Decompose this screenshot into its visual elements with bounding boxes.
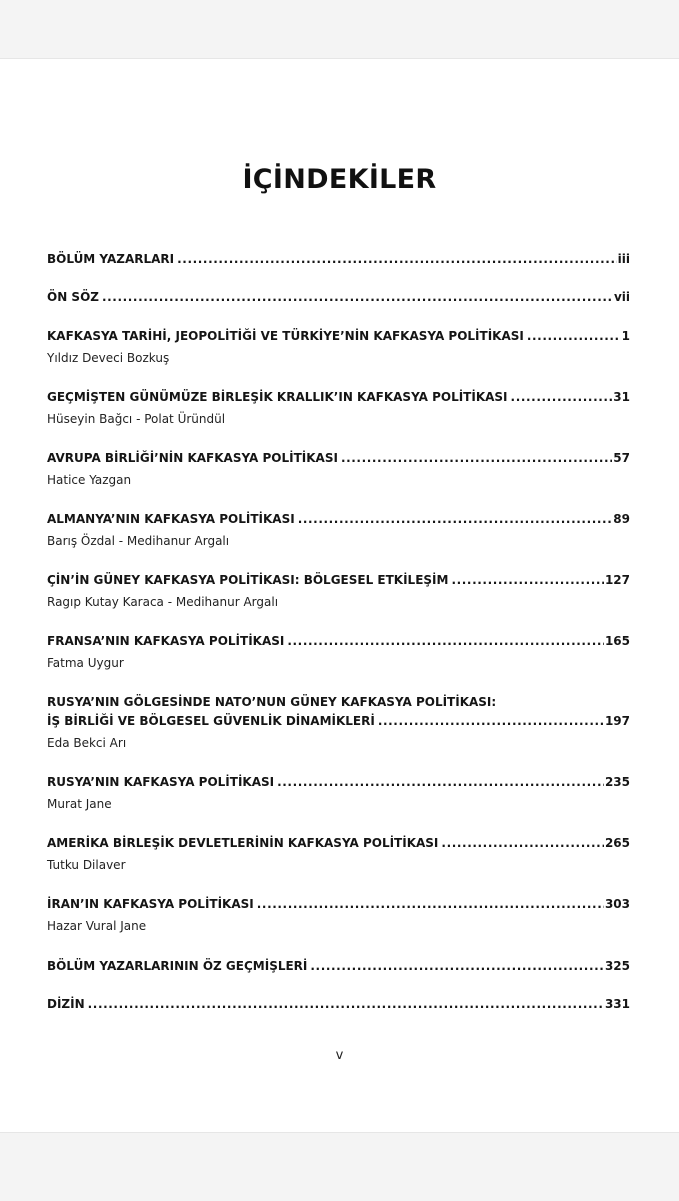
toc-author: Hazar Vural Jane [47, 919, 147, 933]
dot-leader [527, 327, 621, 346]
toc-entry [47, 834, 630, 875]
dot-leader [277, 773, 604, 792]
toc-line [47, 895, 630, 914]
page-number: v [335, 1048, 344, 1063]
toc-page: 57 [613, 451, 630, 465]
toc-title: DİZİN [47, 997, 85, 1011]
toc-entry [47, 327, 630, 368]
toc-line [47, 995, 630, 1014]
dot-leader [310, 957, 604, 976]
toc-page: 127 [604, 573, 630, 587]
toc-entry [47, 632, 630, 673]
toc-page: 1 [621, 329, 630, 343]
toc-title: İŞ BİRLİĞİ VE BÖLGESEL GÜVENLİK DİNAMİKLERİ [47, 714, 375, 728]
toc-entry [47, 693, 630, 753]
toc-line [47, 957, 630, 976]
toc-author: Hatice Yazgan [47, 473, 132, 487]
dot-leader [298, 510, 613, 529]
viewer-top-bar [0, 0, 679, 59]
toc-title: AMERİKA BİRLEŞİK DEVLETLERİNİN KAFKASYA POLİTİKASI [47, 836, 439, 850]
toc-entry [47, 773, 630, 814]
toc-title-first-line: RUSYA’NIN GÖLGESİNDE NATO’NUN GÜNEY KAFKASYA POLİTİKASI: [47, 695, 497, 709]
toc-title: ÇİN’İN GÜNEY KAFKASYA POLİTİKASI: BÖLGESEL ETKİLEŞİM [47, 573, 449, 587]
toc-entry [47, 250, 630, 269]
toc-page: 89 [613, 512, 630, 526]
toc-page: 197 [604, 714, 630, 728]
toc-page: 235 [604, 775, 630, 789]
toc-page: 165 [604, 634, 630, 648]
toc-entry [47, 388, 630, 429]
toc-author: Yıldız Deveci Bozkuş [47, 351, 170, 365]
toc-page: 325 [604, 959, 630, 973]
toc-line [47, 327, 630, 346]
toc-line [47, 288, 630, 307]
toc-author: Murat Jane [47, 797, 112, 811]
dot-leader [451, 571, 603, 590]
toc-line [47, 388, 630, 407]
dot-leader [177, 250, 617, 269]
toc-title: RUSYA’NIN KAFKASYA POLİTİKASI [47, 775, 275, 789]
toc-entry [47, 957, 630, 976]
toc-author: Eda Bekci Arı [47, 736, 127, 750]
toc-title: ÖN SÖZ [47, 290, 99, 304]
toc-author: Barış Özdal - Medihanur Argalı [47, 534, 230, 548]
toc-line [47, 834, 630, 853]
toc-page: iii [617, 252, 630, 266]
toc-page: 31 [613, 390, 630, 404]
dot-leader [511, 388, 613, 407]
toc-entry [47, 571, 630, 612]
toc-entry [47, 288, 630, 307]
toc-title: BÖLÜM YAZARLARI [47, 252, 175, 266]
toc-title: FRANSA’NIN KAFKASYA POLİTİKASI [47, 634, 285, 648]
toc-entry [47, 995, 630, 1014]
toc-line [47, 510, 630, 529]
dot-leader [341, 449, 612, 468]
toc-title: KAFKASYA TARİHİ, JEOPOLİTİĞİ VE TÜRKİYE’NİN KAFKASYA POLİTİKASI [47, 329, 524, 343]
toc-line [47, 773, 630, 792]
viewer-bottom-bar [0, 1132, 679, 1201]
toc-page: vii [613, 290, 630, 304]
toc-title: BÖLÜM YAZARLARININ ÖZ GEÇMİŞLERİ [47, 959, 308, 973]
dot-leader [287, 632, 604, 651]
dot-leader [441, 834, 604, 853]
toc-page: 265 [604, 836, 630, 850]
toc-line [47, 449, 630, 468]
toc-author: Tutku Dilaver [47, 858, 126, 872]
toc-page: 331 [604, 997, 630, 1011]
toc-author: Hüseyin Bağcı - Polat Üründül [47, 412, 226, 426]
toc-author: Fatma Uygur [47, 656, 124, 670]
page-title: İÇİNDEKİLER [242, 164, 437, 195]
toc-line [47, 712, 630, 731]
toc-line [47, 632, 630, 651]
toc-title: İRAN’IN KAFKASYA POLİTİKASI [47, 897, 254, 911]
toc-title: ALMANYA’NIN KAFKASYA POLİTİKASI [47, 512, 295, 526]
toc-entry [47, 510, 630, 551]
toc-author: Ragıp Kutay Karaca - Medihanur Argalı [47, 595, 279, 609]
dot-leader [257, 895, 604, 914]
dot-leader [102, 288, 613, 307]
toc-page: 303 [604, 897, 630, 911]
toc-line [47, 571, 630, 590]
toc-line [47, 250, 630, 269]
toc-entry [47, 449, 630, 490]
toc-title: GEÇMİŞTEN GÜNÜMÜZE BİRLEŞİK KRALLIK’IN KAFKASYA POLİTİKASI [47, 390, 508, 404]
dot-leader [88, 995, 604, 1014]
dot-leader [378, 712, 604, 731]
toc-title: AVRUPA BİRLİĞİ’NİN KAFKASYA POLİTİKASI [47, 451, 338, 465]
toc-entry [47, 895, 630, 936]
